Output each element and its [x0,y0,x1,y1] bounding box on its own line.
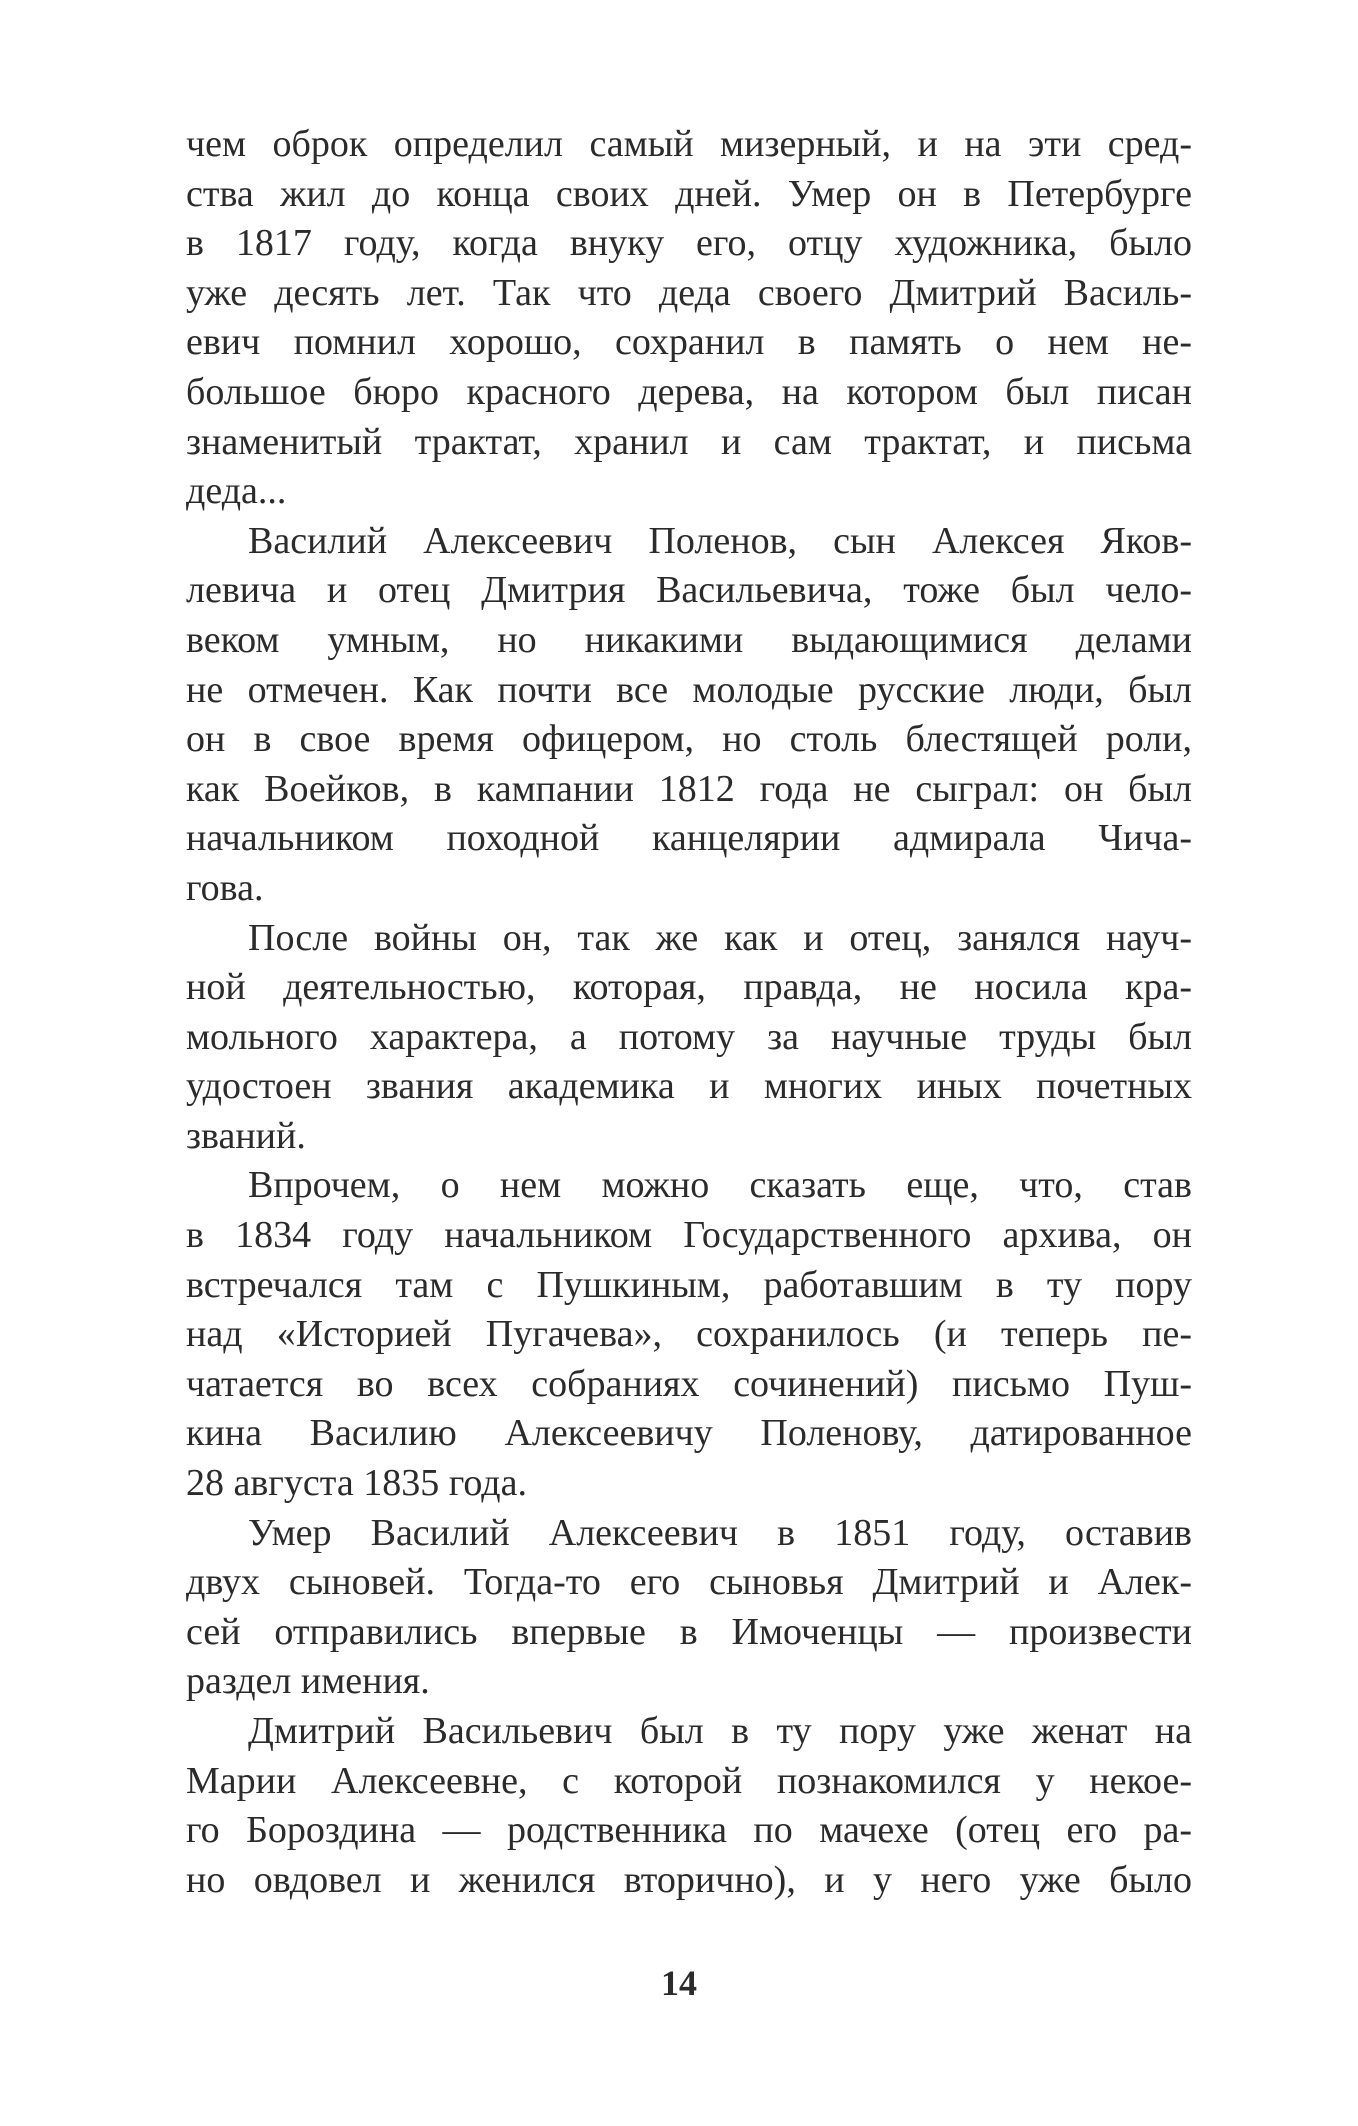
text-line: веком умным, но никакими выдающимися делами [186,618,1192,661]
body-text [186,120,1192,1905]
text-line: мольного характера, а потому за научные труды был [186,1015,1192,1058]
text-line: ной деятельностью, которая, правда, не носила кра- [186,966,1192,1009]
text-line: кина Василию Алексеевичу Поленову, датированное [186,1412,1192,1455]
text-line: над «Историей Пугачева», сохранилось (и теперь пе- [186,1313,1192,1356]
text-line: как Воейков, в кампании 1812 года не сыграл: он был [186,767,1192,810]
text-line: не отмечен. Как почти все молодые русские люди, был [186,668,1192,711]
text-line: сей отправились впервые в Имоченцы — произвести [186,1610,1192,1653]
text-line: двух сыновей. Тогда-то его сыновья Дмитрий и Алек- [186,1561,1192,1604]
text-line: го Бороздина — родственника по мачехе (отец его ра- [186,1809,1192,1852]
text-line: Марии Алексеевне, с которой познакомился у некое- [186,1759,1192,1802]
text-line: чем оброк определил самый мизерный, и на эти сред- [186,123,1192,165]
text-line: Василий Алексеевич Поленов, сын Алексея Яков- [248,519,1192,562]
text-line: чатается во всех собраниях сочинений) письмо Пуш- [186,1362,1192,1405]
text-line: евич помнил хорошо, сохранил в память о нем не- [186,321,1192,364]
text-line: 28 августа 1835 года. [186,1462,527,1505]
text-line: он в свое время офицером, но столь блестящей роли, [186,718,1192,761]
text-line: левича и отец Дмитрия Васильевича, тоже был чело- [186,569,1192,612]
text-line: званий. [186,1114,306,1157]
text-line: в 1817 году, когда внуку его, отцу художника, было [186,222,1192,265]
text-line: но овдовел и женился вторично), и у него уже было [186,1858,1192,1901]
text-line: большое бюро красного дерева, на котором был писан [186,370,1192,413]
text-line: встречался там с Пушкиным, работавшим в ту пору [186,1263,1192,1306]
text-line: Дмитрий Васильевич был в ту пору уже женат на [248,1710,1192,1752]
text-line: раздел имения. [186,1660,430,1703]
text-line: уже десять лет. Так что деда своего Дмитрий Василь- [186,271,1192,314]
text-line: удостоен звания академика и многих иных почетных [186,1065,1192,1108]
text-line: в 1834 году начальником Государственного архива, он [186,1214,1192,1257]
text-line: знаменитый трактат, хранил и сам трактат, и письма [186,420,1192,463]
text-line: Умер Василий Алексеевич в 1851 году, оставив [248,1511,1192,1554]
text-line: После войны он, так же как и отец, занялся науч- [248,916,1192,959]
text-line: Впрочем, о нем можно сказать еще, что, став [248,1164,1192,1207]
text-line: ства жил до конца своих дней. Умер он в Петербурге [186,172,1192,215]
text-line: деда... [186,470,287,513]
text-line: гова. [186,866,264,909]
page-number: 14 [661,1963,697,2003]
text-line: начальником походной канцелярии адмирала Чича- [186,817,1192,860]
